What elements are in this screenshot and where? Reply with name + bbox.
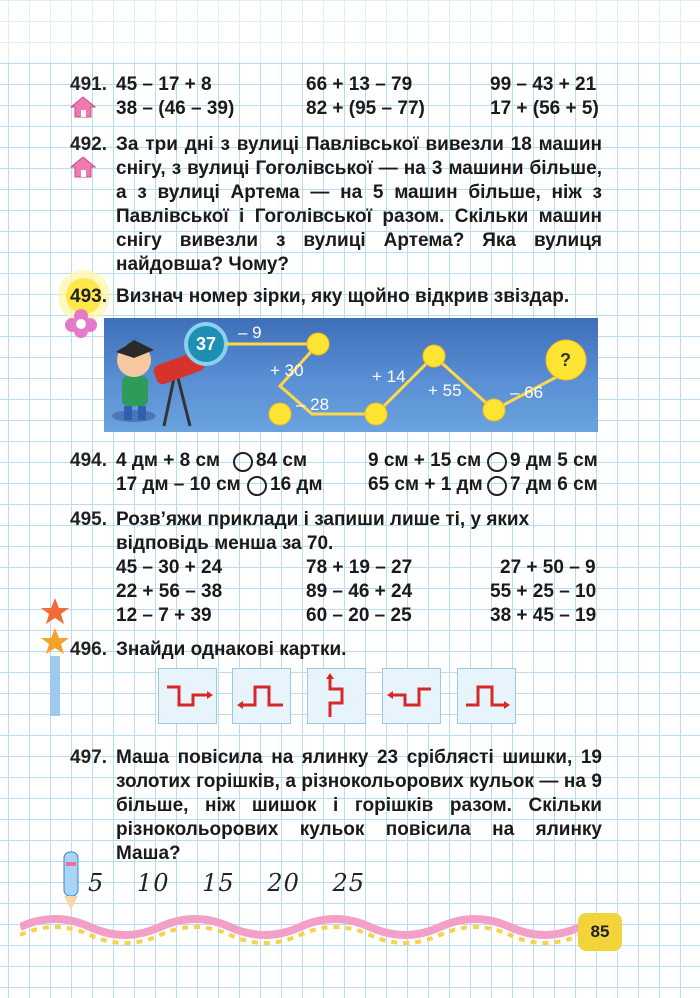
expression: 9 дм 5 см: [510, 450, 598, 471]
expression: 45 – 30 + 24: [116, 557, 223, 578]
card[interactable]: [232, 668, 291, 724]
compare-circle[interactable]: [233, 452, 253, 472]
expression: 45 – 17 + 8: [116, 74, 212, 95]
star-path-diagram: [104, 318, 598, 432]
expression: 60 – 20 – 25: [306, 605, 412, 626]
pencil-icon: [56, 848, 86, 912]
star: [269, 403, 291, 425]
flower-icon: [64, 308, 98, 338]
expression: 89 – 46 + 24: [306, 581, 413, 602]
star: [423, 345, 445, 367]
decorative-ribbon: [20, 905, 580, 945]
expression: 38 – (46 – 39): [116, 98, 235, 119]
task-text: Розв’яжи приклади і запиши лише ті, у яких відповідь менша за 70.: [116, 509, 530, 554]
compare-circle[interactable]: [487, 452, 507, 472]
question-mark: ?: [560, 350, 571, 370]
expression: 38 + 45 – 19: [490, 605, 597, 626]
expression: 12 – 7 + 39: [116, 605, 212, 626]
expression: 4 дм + 8 см: [116, 450, 221, 471]
step-label: – 28: [296, 395, 330, 414]
step-label: + 55: [428, 381, 462, 400]
task-number: 494.: [70, 450, 107, 471]
task-number: 497.: [70, 747, 107, 768]
card[interactable]: [307, 668, 366, 724]
step-label: – 9: [238, 323, 262, 342]
card[interactable]: [158, 668, 217, 724]
star: [365, 403, 387, 425]
task-text: Визнач номер зірки, яку щойно відкрив звіздар.: [116, 286, 570, 307]
star: [483, 399, 505, 421]
star: [307, 333, 329, 355]
expression: 17 + (56 + 5): [490, 98, 599, 119]
expression: 9 см + 15 см: [368, 450, 482, 471]
task-number: 493.: [70, 286, 107, 307]
task-number: 495.: [70, 509, 107, 530]
decorative-stars: [40, 598, 70, 718]
expression: 17 дм – 10 см: [116, 474, 241, 495]
expression: 7 дм 6 см: [510, 474, 598, 495]
expression: 55 + 25 – 10: [490, 581, 597, 602]
task-number: 491.: [70, 74, 107, 95]
task-number: 496.: [70, 639, 107, 660]
card[interactable]: [382, 668, 441, 724]
expression: 66 + 13 – 79: [306, 74, 413, 95]
expression: 65 см + 1 дм: [368, 474, 483, 495]
expression: 78 + 19 – 27: [306, 557, 413, 578]
expression: 84 см: [256, 450, 308, 471]
home-icon: [70, 96, 96, 118]
task-number: 492.: [70, 134, 107, 155]
step-label: + 14: [372, 367, 406, 386]
expression: 27 + 50 – 9: [500, 557, 596, 578]
task-text: За три дні з вулиці Павлівської вивезли 18 машин снігу, з вулиці Гоголівської — на 3 машини більше, а з вулиці Артема — на 5 машин більше, ніж з Павлівської і Гоголівської разом. Скільки машин снігу вивезли з вулиці Артема? Яка вулиця найдовша? Чому?: [116, 134, 602, 275]
expression: 22 + 56 – 38: [116, 581, 223, 602]
expression: 82 + (95 – 77): [306, 98, 425, 119]
page-top-margin: [0, 0, 700, 62]
start-number: 37: [196, 334, 217, 354]
card[interactable]: [457, 668, 516, 724]
home-icon: [70, 156, 96, 178]
task-text: Маша повісила на ялинку 23 сріблясті шишки, 19 золотих горішків, а різнокольорових кульок — на 9 більше, ніж шишок і горішків разом. Скільки різнокольорових кульок повісила на ялинку Маша?: [116, 747, 602, 864]
expression: 99 – 43 + 21: [490, 74, 597, 95]
step-label: + 30: [270, 361, 304, 380]
compare-circle[interactable]: [247, 476, 267, 496]
compare-circle[interactable]: [487, 476, 507, 496]
task-text: Знайди однакові картки.: [116, 639, 347, 660]
step-label: – 66: [510, 383, 544, 402]
handwriting-sample: 5 10 15 20 25: [88, 869, 366, 897]
page-number: 85: [578, 913, 622, 951]
expression: 16 дм: [270, 474, 323, 495]
